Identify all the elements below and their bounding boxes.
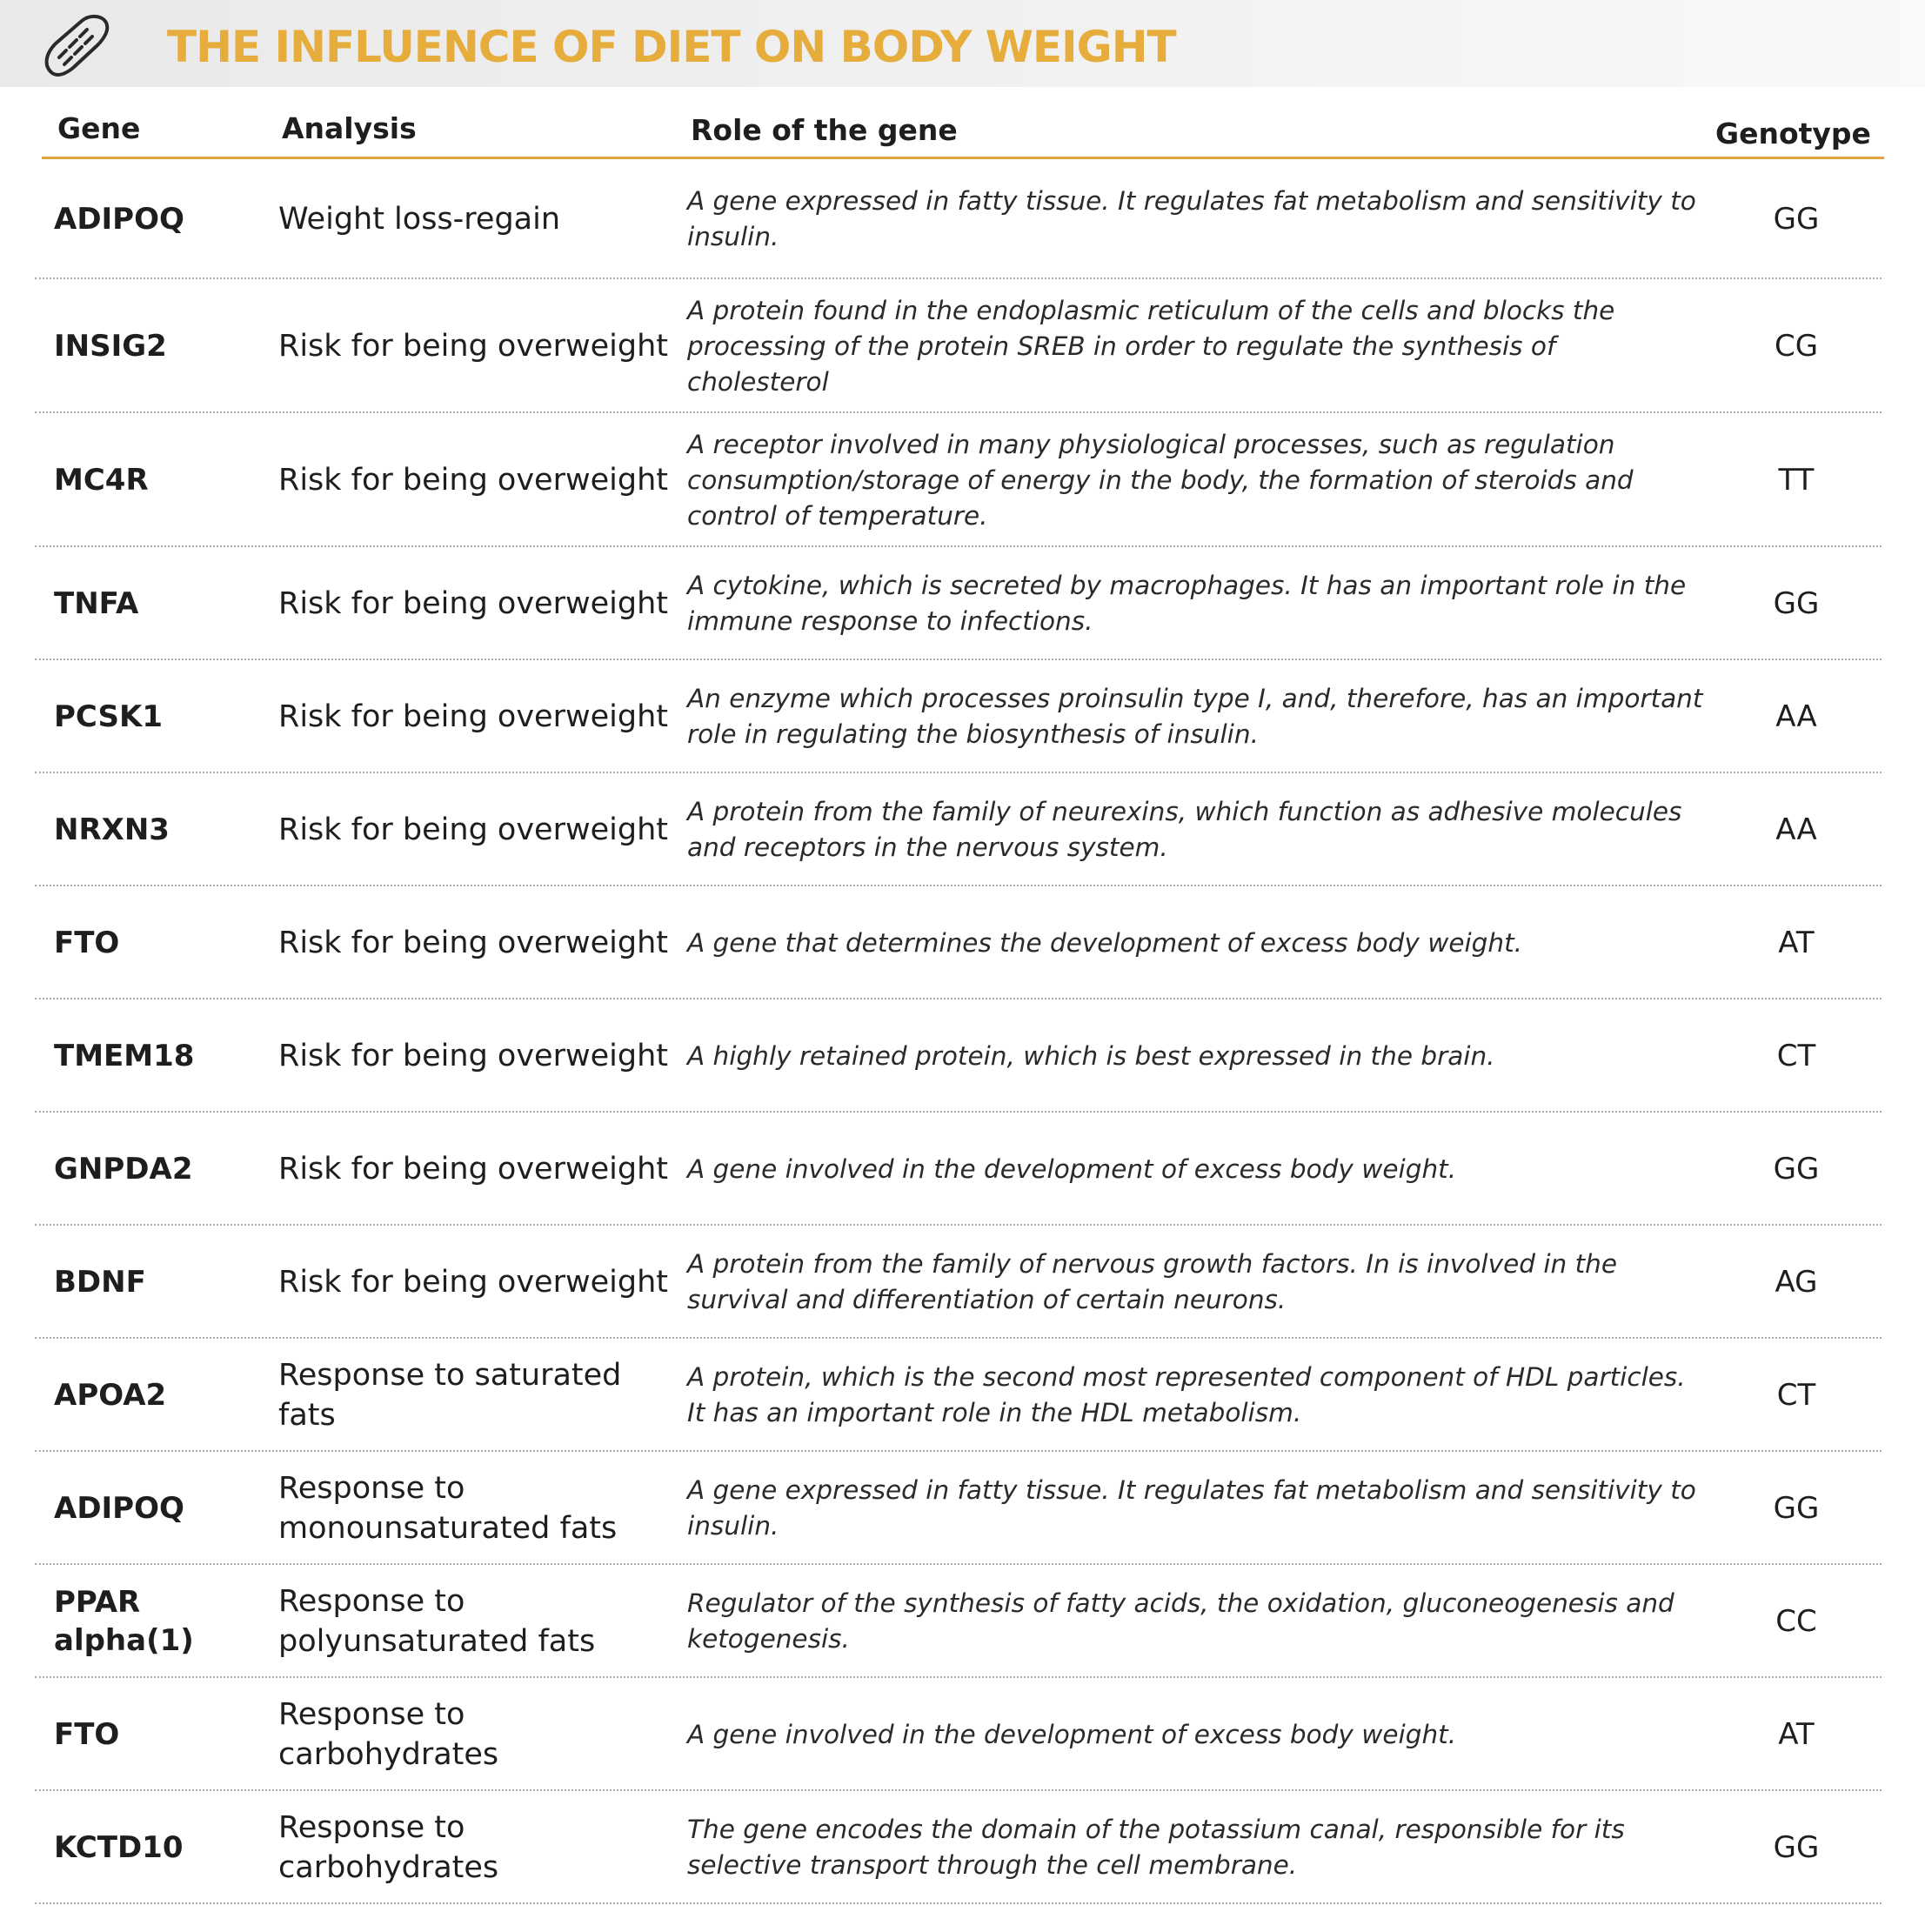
gene-cell-text: PPAR alpha(1) — [54, 1585, 194, 1658]
analysis-cell-text: Response to carbohydrates — [278, 1810, 499, 1885]
gene-cell — [54, 1339, 271, 1452]
genotype-cell-text: GG — [1773, 1491, 1820, 1526]
table-row — [0, 279, 1925, 413]
role-cell-text: An enzyme which processes proinsulin type I, and, therefore, has an important role in regulating the biosynthesis of insulin. — [687, 684, 1703, 749]
role-cell-text: A cytokine, which is secreted by macrophages. It has an important role in the immune response to infections. — [687, 571, 1687, 636]
gene-cell — [54, 1791, 271, 1904]
genotype-cell — [1722, 413, 1870, 547]
gene-cell — [54, 1113, 271, 1226]
analysis-cell-text: Risk for being overweight — [278, 1265, 668, 1300]
analysis-cell-text: Risk for being overweight — [278, 1152, 668, 1187]
role-cell — [687, 413, 1705, 547]
column-header-gene: Gene — [57, 111, 141, 145]
column-header-analysis: Analysis — [282, 111, 417, 145]
genotype-cell — [1722, 1452, 1870, 1565]
gene-cell — [54, 999, 271, 1113]
role-cell — [687, 1339, 1705, 1452]
genotype-cell — [1722, 547, 1870, 660]
genotype-cell-text: AT — [1778, 1717, 1815, 1752]
analysis-cell-text: Response to saturated fats — [278, 1358, 622, 1433]
genotype-cell-text: CT — [1776, 1378, 1816, 1413]
genotype-cell-text: TT — [1778, 463, 1815, 498]
gene-cell — [54, 279, 271, 413]
gene-cell — [54, 159, 271, 279]
role-cell-text: A highly retained protein, which is best expressed in the brain. — [687, 1040, 1495, 1071]
analysis-cell-text: Response to carbohydrates — [278, 1697, 499, 1772]
role-cell — [687, 547, 1705, 660]
role-cell — [687, 1565, 1705, 1678]
bread-icon — [40, 12, 111, 78]
genotype-cell-text: GG — [1773, 1152, 1820, 1187]
title-banner — [0, 0, 1925, 87]
gene-cell-text: NRXN3 — [54, 812, 170, 847]
gene-cell-text: TMEM18 — [54, 1039, 195, 1073]
page-title: THE INFLUENCE OF DIET ON BODY WEIGHT — [167, 22, 1176, 72]
role-cell-text: A gene expressed in fatty tissue. It regulates fat metabolism and sensitivity to insulin. — [687, 1475, 1696, 1541]
table-row — [0, 413, 1925, 547]
genotype-cell — [1722, 1226, 1870, 1339]
genotype-cell-text: AT — [1778, 926, 1815, 960]
column-header-genotype: Genotype — [1715, 117, 1871, 150]
analysis-cell — [278, 547, 670, 660]
genotype-cell-text: AA — [1775, 699, 1817, 734]
role-cell — [687, 1113, 1705, 1226]
analysis-cell — [278, 159, 670, 279]
analysis-cell-text: Risk for being overweight — [278, 1039, 668, 1073]
table-row — [0, 773, 1925, 886]
row-divider — [35, 1902, 1882, 1904]
analysis-cell-text: Response to polyunsaturated fats — [278, 1584, 596, 1659]
analysis-cell-text: Weight loss-regain — [278, 202, 561, 237]
analysis-cell — [278, 1791, 670, 1904]
role-cell-text: Regulator of the synthesis of fatty acids, the oxidation, gluconeogenesis and ketogenesis. — [687, 1588, 1674, 1654]
gene-cell — [54, 660, 271, 773]
analysis-cell — [278, 1226, 670, 1339]
gene-cell-text: ADIPOQ — [54, 202, 184, 237]
analysis-cell-text: Risk for being overweight — [278, 699, 668, 734]
analysis-cell-text: Risk for being overweight — [278, 329, 668, 364]
table-row — [0, 1226, 1925, 1339]
gene-cell-text: MC4R — [54, 463, 149, 498]
genotype-cell — [1722, 1339, 1870, 1452]
analysis-cell — [278, 1113, 670, 1226]
gene-cell-text: BDNF — [54, 1265, 146, 1300]
gene-cell-text: GNPDA2 — [54, 1152, 193, 1187]
gene-cell — [54, 413, 271, 547]
gene-cell-text: INSIG2 — [54, 329, 167, 364]
role-cell — [687, 1791, 1705, 1904]
gene-cell — [54, 773, 271, 886]
genotype-cell-text: CC — [1775, 1604, 1817, 1639]
gene-cell — [54, 1452, 271, 1565]
analysis-cell-text: Risk for being overweight — [278, 586, 668, 621]
role-cell — [687, 279, 1705, 413]
column-header-role: Role of the gene — [691, 113, 958, 147]
gene-cell-text: TNFA — [54, 586, 139, 621]
genotype-cell — [1722, 1791, 1870, 1904]
genotype-cell-text: CG — [1774, 329, 1819, 364]
gene-cell — [54, 886, 271, 999]
role-cell-text: A gene that determines the development of excess body weight. — [687, 927, 1523, 958]
genotype-cell — [1722, 279, 1870, 413]
genotype-cell — [1722, 660, 1870, 773]
genotype-cell-text: GG — [1773, 1830, 1820, 1865]
analysis-cell — [278, 1565, 670, 1678]
gene-cell-text: ADIPOQ — [54, 1491, 184, 1526]
analysis-cell — [278, 279, 670, 413]
analysis-cell — [278, 773, 670, 886]
genotype-cell — [1722, 1113, 1870, 1226]
genotype-cell — [1722, 999, 1870, 1113]
role-cell — [687, 1226, 1705, 1339]
analysis-cell — [278, 1452, 670, 1565]
analysis-cell — [278, 1678, 670, 1791]
role-cell — [687, 1452, 1705, 1565]
role-cell-text: A gene involved in the development of excess body weight. — [687, 1153, 1457, 1184]
role-cell-text: A protein from the family of nervous growth factors. In is involved in the survival and differentiation of certain neurons. — [687, 1249, 1618, 1314]
table-row — [0, 886, 1925, 999]
genotype-cell-text: GG — [1773, 202, 1820, 237]
gene-cell — [54, 547, 271, 660]
gene-cell — [54, 1678, 271, 1791]
role-cell-text: A gene involved in the development of excess body weight. — [687, 1719, 1457, 1749]
genotype-cell-text: AG — [1775, 1265, 1818, 1300]
gene-cell-text: APOA2 — [54, 1378, 167, 1413]
genotype-cell-text: CT — [1776, 1039, 1816, 1073]
analysis-cell-text: Response to monounsaturated fats — [278, 1471, 618, 1546]
role-cell-text: A gene expressed in fatty tissue. It regulates fat metabolism and sensitivity to insulin. — [687, 186, 1696, 251]
genotype-cell-text: GG — [1773, 586, 1820, 621]
gene-cell-text: FTO — [54, 1717, 120, 1752]
role-cell-text: A receptor involved in many physiological processes, such as regulation consumption/storage of energy in the body, the formation of steroids and control of temperature. — [687, 429, 1634, 531]
genotype-cell — [1722, 1678, 1870, 1791]
table-header — [0, 87, 1925, 165]
role-cell-text: The gene encodes the domain of the potassium canal, responsible for its selective transport through the cell membrane. — [687, 1815, 1625, 1880]
genotype-cell — [1722, 773, 1870, 886]
role-cell — [687, 999, 1705, 1113]
gene-cell-text: KCTD10 — [54, 1830, 184, 1865]
analysis-cell-text: Risk for being overweight — [278, 926, 668, 960]
analysis-cell-text: Risk for being overweight — [278, 463, 668, 498]
gene-cell-text: FTO — [54, 926, 120, 960]
genotype-cell-text: AA — [1775, 812, 1817, 847]
role-cell-text: A protein from the family of neurexins, which function as adhesive molecules and receptors in the nervous system. — [687, 797, 1682, 862]
table-row — [0, 159, 1925, 279]
role-cell-text: A protein found in the endoplasmic reticulum of the cells and blocks the processing of the protein SREB in order to regulate the synthesis of cholesterol — [687, 295, 1615, 397]
table-row — [0, 1339, 1925, 1452]
gene-cell — [54, 1565, 271, 1678]
table-row — [0, 999, 1925, 1113]
role-cell — [687, 886, 1705, 999]
analysis-cell — [278, 660, 670, 773]
role-cell — [687, 159, 1705, 279]
analysis-cell — [278, 886, 670, 999]
analysis-cell — [278, 1339, 670, 1452]
table-row — [0, 1113, 1925, 1226]
table-row — [0, 1791, 1925, 1904]
table-row — [0, 1565, 1925, 1678]
role-cell — [687, 660, 1705, 773]
gene-cell — [54, 1226, 271, 1339]
role-cell — [687, 773, 1705, 886]
table-row — [0, 1678, 1925, 1791]
analysis-cell-text: Risk for being overweight — [278, 812, 668, 847]
table-row — [0, 660, 1925, 773]
gene-cell-text: PCSK1 — [54, 699, 163, 734]
analysis-cell — [278, 413, 670, 547]
table-row — [0, 547, 1925, 660]
genotype-cell — [1722, 886, 1870, 999]
analysis-cell — [278, 999, 670, 1113]
genotype-cell — [1722, 159, 1870, 279]
gene-table-body — [0, 159, 1925, 1904]
table-row — [0, 1452, 1925, 1565]
role-cell-text: A protein, which is the second most represented component of HDL particles. It has an important role in the HDL metabolism. — [687, 1362, 1686, 1427]
role-cell — [687, 1678, 1705, 1791]
genotype-cell — [1722, 1565, 1870, 1678]
